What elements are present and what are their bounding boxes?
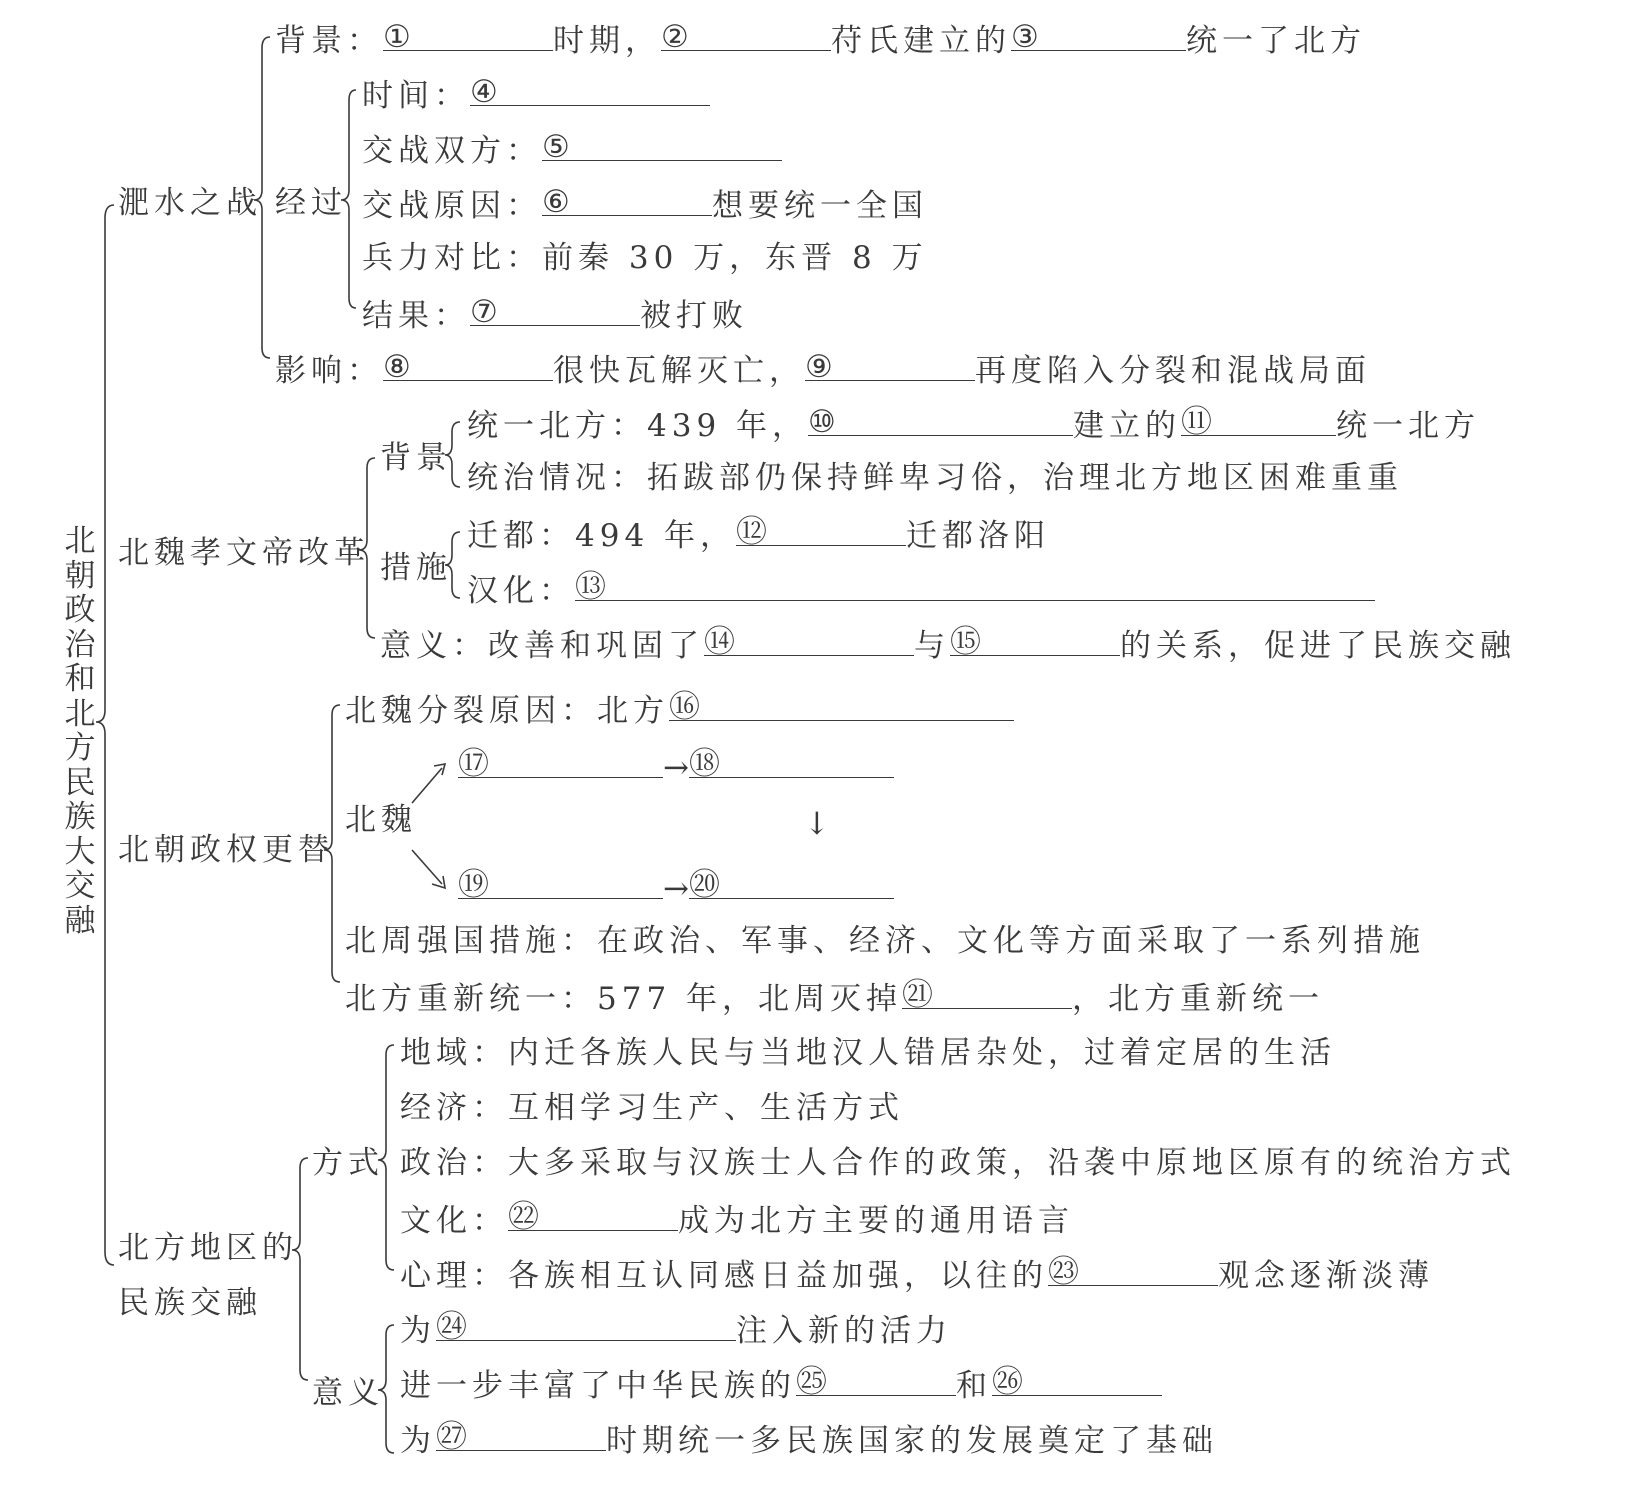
blank-8[interactable]: ⑧ — [383, 350, 553, 381]
fusion-meaning-2 — [400, 1365, 1162, 1404]
blank-14[interactable]: ⑭ — [704, 625, 914, 656]
fusion-title-2: 民族交融 — [118, 1285, 262, 1321]
arrow-18-20: ↓ — [804, 806, 830, 842]
fusion-meaning-3 — [400, 1420, 1218, 1459]
impact-text-1: 很快瓦解灭亡， — [553, 353, 805, 389]
cause-row — [362, 185, 928, 224]
blank-6[interactable]: ⑥ — [542, 185, 712, 216]
mind-text-2: 观念逐渐淡薄 — [1218, 1258, 1434, 1294]
unify-text-2: 建立的 — [1073, 408, 1182, 444]
reform-background-label: 背景 — [380, 440, 452, 476]
feishui-background-label: 背景： — [275, 23, 383, 59]
arrow-19-20: → — [663, 871, 689, 907]
blank-19[interactable]: ⑲ — [458, 868, 663, 899]
blank-26[interactable]: ㉖ — [992, 1365, 1162, 1396]
reunify-row — [345, 978, 1324, 1017]
reform-meaning-text-3: 的关系，促进了民族交融 — [1120, 628, 1516, 664]
arrow-down-right — [412, 850, 442, 884]
result-label: 结果： — [362, 298, 470, 334]
feishui-background-row — [275, 20, 1366, 59]
split-text: 北方 — [597, 693, 669, 729]
blank-10[interactable]: ⑩ — [808, 405, 1073, 436]
reform-meaning-row — [380, 625, 1516, 664]
forces-text: 前秦 30 万，东晋 8 万 — [542, 240, 928, 276]
arrow-up-right — [412, 768, 442, 803]
politics-label: 政治： — [400, 1145, 508, 1181]
unify-text-3: 统一北方 — [1336, 408, 1481, 444]
result-text: 被打败 — [640, 298, 748, 334]
reunify-label: 北方重新统一： — [345, 981, 597, 1017]
reunify-text-1: 577 年，北周灭掉 — [597, 981, 903, 1017]
move-row — [467, 515, 1050, 554]
result-row — [362, 295, 748, 334]
feishui-bg-text-3: 统一了北方 — [1186, 23, 1366, 59]
sides-label: 交战双方： — [362, 133, 542, 169]
blank-2[interactable]: ② — [661, 20, 831, 51]
unify-text-1: 439 年， — [647, 408, 809, 444]
reunify-text-2: ，北方重新统一 — [1072, 981, 1325, 1017]
fusion-m2-text-2: 和 — [956, 1368, 992, 1404]
blank-20[interactable]: ⑳ — [689, 868, 894, 899]
fusion-bracket — [292, 1158, 308, 1380]
culture-row — [400, 1200, 1074, 1239]
fusion-meaning-1 — [400, 1310, 952, 1349]
blank-3[interactable]: ③ — [1011, 20, 1186, 51]
forces-row — [362, 240, 928, 276]
arrow-down-right-head — [432, 876, 445, 888]
impact-label: 影响： — [275, 353, 383, 389]
feishui-title: 淝水之战 — [118, 185, 262, 221]
zhou-row — [345, 923, 1425, 959]
blank-12[interactable]: ⑫ — [736, 515, 906, 546]
politics-text: 大多采取与汉族士人合作的政策，沿袭中原地区原有的统治方式 — [508, 1145, 1516, 1181]
split-label: 北魏分裂原因： — [345, 693, 597, 729]
culture-label: 文化： — [400, 1203, 508, 1239]
time-label: 时间： — [362, 78, 470, 114]
cause-label: 交战原因： — [362, 188, 542, 224]
sides-row — [362, 130, 782, 169]
region-row — [400, 1035, 1336, 1071]
blank-23[interactable]: ㉓ — [1048, 1255, 1218, 1286]
reform-meaning-text-2: 与 — [914, 628, 950, 664]
unify-row — [467, 405, 1480, 444]
arrow-17-18: → — [663, 750, 689, 786]
move-text-2: 迁都洛阳 — [906, 518, 1051, 554]
mind-row — [400, 1255, 1434, 1294]
split-row — [345, 690, 1014, 729]
feishui-bg-text-1: 时期， — [553, 23, 661, 59]
culture-text: 成为北方主要的通用语言 — [678, 1203, 1074, 1239]
move-label: 迁都： — [467, 518, 575, 554]
fusion-m1-text-2: 注入新的活力 — [736, 1313, 952, 1349]
sinicize-row — [467, 570, 1375, 609]
fusion-m2-text-1: 进一步丰富了中华民族的 — [400, 1368, 796, 1404]
rule-text: 拓跋部仍保持鲜卑习俗，治理北方地区困难重重 — [647, 460, 1403, 496]
move-text-1: 494 年， — [575, 518, 737, 554]
impact-row — [275, 350, 1371, 389]
economy-text: 互相学习生产、生活方式 — [508, 1090, 904, 1126]
zhou-text: 在政治、军事、经济、文化等方面采取了一系列措施 — [597, 923, 1425, 959]
root-title: 北朝政治和北方民族大交融 — [64, 523, 96, 939]
blank-18[interactable]: ⑱ — [689, 747, 894, 778]
blank-5[interactable]: ⑤ — [542, 130, 782, 161]
root-bracket — [96, 205, 114, 1265]
forces-label: 兵力对比： — [362, 240, 542, 276]
impact-text-2: 再度陷入分裂和混战局面 — [975, 353, 1371, 389]
arrow-up-right-head — [434, 764, 445, 775]
process-label: 经过 — [275, 185, 347, 221]
fusion-meaning-label: 意义 — [312, 1375, 384, 1411]
blank-16[interactable]: ⑯ — [669, 690, 1014, 721]
economy-row — [400, 1090, 904, 1126]
region-text: 内迁各族人民与当地汉人错居杂处，过着定居的生活 — [508, 1035, 1336, 1071]
reform-title: 北魏孝文帝改革 — [118, 535, 370, 571]
politics-row — [400, 1145, 1516, 1181]
mind-label: 心理： — [400, 1258, 508, 1294]
cause-text: 想要统一全国 — [712, 188, 928, 224]
succession-title: 北朝政权更替 — [118, 832, 334, 868]
blank-22[interactable]: ㉒ — [508, 1200, 678, 1231]
blank-17[interactable]: ⑰ — [458, 747, 663, 778]
sinicize-label: 汉化： — [467, 573, 575, 609]
zhou-label: 北周强国措施： — [345, 923, 597, 959]
fusion-title-1: 北方地区的 — [118, 1230, 298, 1266]
blank-4[interactable]: ④ — [470, 75, 710, 106]
region-label: 地域： — [400, 1035, 508, 1071]
mind-text-1: 各族相互认同感日益加强，以往的 — [508, 1258, 1048, 1294]
unify-label: 统一北方： — [467, 408, 647, 444]
economy-label: 经济： — [400, 1090, 508, 1126]
reform-meaning-label: 意义： — [380, 628, 488, 664]
blank-9[interactable]: ⑨ — [805, 350, 975, 381]
rule-row — [467, 460, 1403, 496]
fusion-m3-text-1: 为 — [400, 1423, 436, 1459]
west-row — [458, 868, 894, 907]
reform-meaning-text-1: 改善和巩固了 — [488, 628, 704, 664]
fusion-m3-text-2: 时期统一多民族国家的发展奠定了基础 — [606, 1423, 1218, 1459]
rule-label: 统治情况： — [467, 460, 647, 496]
blank-15[interactable]: ⑮ — [950, 625, 1120, 656]
blank-11[interactable]: ⑪ — [1181, 405, 1336, 436]
east-row — [458, 747, 894, 786]
measures-label: 措施 — [380, 550, 452, 586]
beiwei-label: 北魏 — [345, 802, 417, 838]
blank-24[interactable]: ㉔ — [436, 1310, 736, 1341]
blank-7[interactable]: ⑦ — [470, 295, 640, 326]
blank-27[interactable]: ㉗ — [436, 1420, 606, 1451]
blank-25[interactable]: ㉕ — [796, 1365, 956, 1396]
feishui-bg-text-2: 苻氏建立的 — [831, 23, 1011, 59]
blank-13[interactable]: ⑬ — [575, 570, 1375, 601]
blank-21[interactable]: ㉑ — [902, 978, 1072, 1009]
ways-label: 方式 — [312, 1145, 384, 1181]
blank-1[interactable]: ① — [383, 20, 553, 51]
time-row — [362, 75, 710, 114]
fusion-m1-text-1: 为 — [400, 1313, 436, 1349]
